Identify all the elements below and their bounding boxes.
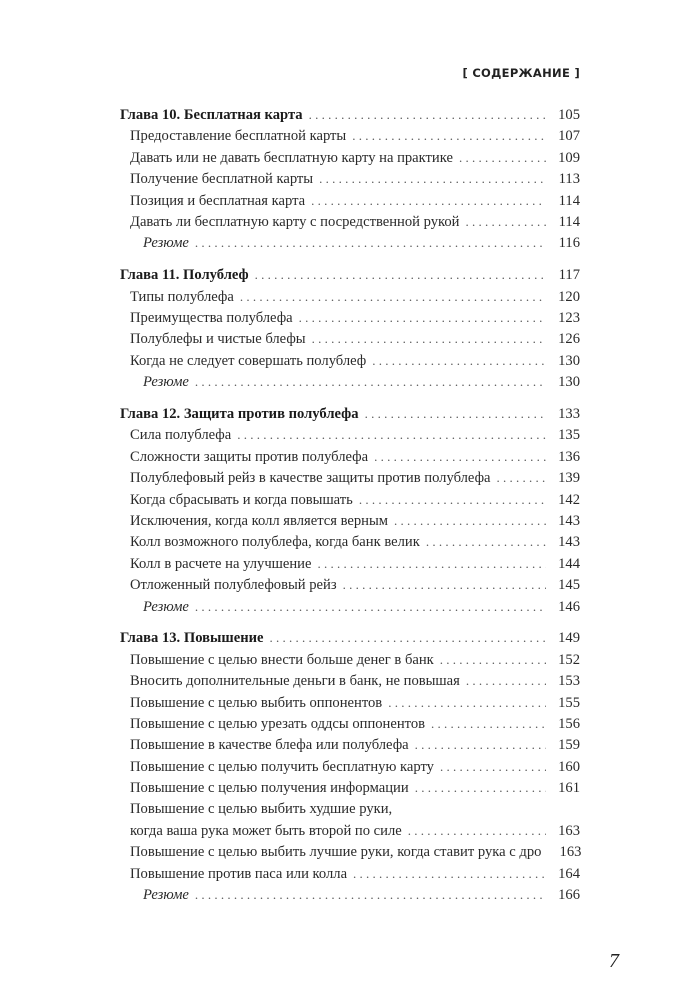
chapter-section [120, 627, 580, 905]
entry-title: Глава 13. Повышение [120, 630, 264, 647]
toc-entry[interactable] [120, 692, 580, 713]
toc-entry[interactable] [120, 799, 580, 842]
toc-entry[interactable] [120, 553, 580, 574]
entry-title: Когда сбрасывать и когда повышать [130, 491, 353, 508]
dot-leader [459, 147, 546, 168]
toc-entry[interactable] [120, 756, 580, 777]
toc-entry[interactable] [120, 713, 580, 734]
entry-title: Колл в расчете на улучшение [130, 555, 312, 572]
toc-entry[interactable] [120, 863, 580, 884]
dot-leader [309, 104, 546, 125]
entry-page: 114 [558, 192, 580, 209]
entry-title: Повышение в качестве блефа или полублефа [130, 737, 409, 754]
entry-title: Сложности защиты против полублефа [130, 448, 369, 465]
entry-page: 164 [558, 865, 580, 882]
dot-leader [408, 820, 546, 841]
entry-title: Предоставление бесплатной карты [130, 128, 347, 145]
dot-leader [431, 713, 546, 734]
table-of-contents [120, 104, 580, 916]
chapter-entry[interactable] [120, 403, 580, 424]
entry-page: 166 [558, 887, 580, 904]
entry-title: Повышение с целью выбить оппонентов [130, 694, 383, 711]
entry-page: 144 [558, 555, 580, 572]
entry-title: Полублефовый рейз в качестве защиты против полублефа [130, 470, 491, 487]
entry-title: Повышение с целью выбить лучшие руки, когда ставит рука с дро [130, 844, 542, 861]
entry-page: 161 [558, 780, 580, 797]
toc-entry[interactable] [120, 147, 580, 168]
entry-title: Глава 10. Бесплатная карта [120, 107, 303, 123]
dot-leader [270, 627, 547, 648]
entry-page: 109 [558, 149, 580, 166]
toc-entry[interactable] [120, 574, 580, 595]
dot-leader [353, 863, 546, 884]
entry-title: Получение бесплатной карты [130, 171, 314, 188]
summary-entry[interactable] [120, 371, 580, 392]
entry-page: 126 [558, 331, 580, 348]
entry-title: Отложенный полублефовый рейз [130, 577, 337, 594]
entry-page: 163 [558, 823, 580, 839]
entry-page: 123 [558, 310, 580, 327]
entry-page: 153 [558, 673, 580, 690]
toc-entry[interactable] [120, 424, 580, 445]
entry-title-line2: когда ваша рука может быть второй по силе [130, 823, 402, 839]
dot-leader [388, 692, 546, 713]
entry-title: Полублефы и чистые блефы [130, 331, 306, 348]
entry-page: 143 [558, 513, 580, 530]
entry-page: 145 [558, 577, 580, 594]
summary-entry[interactable] [120, 884, 580, 905]
dot-leader [374, 446, 546, 467]
chapter-entry[interactable] [120, 104, 580, 125]
page-number: 7 [609, 950, 619, 972]
entry-page: 142 [558, 491, 580, 508]
entry-page: 113 [558, 171, 580, 188]
chapter-entry[interactable] [120, 627, 580, 648]
dot-leader [394, 510, 546, 531]
toc-entry[interactable] [120, 350, 580, 371]
toc-entry[interactable] [120, 328, 580, 349]
toc-entry[interactable] [120, 168, 580, 189]
running-header: [ СОДЕРЖАНИЕ ] [462, 66, 580, 80]
toc-entry[interactable] [120, 777, 580, 798]
dot-leader [359, 489, 546, 510]
entry-page: 149 [558, 630, 580, 647]
toc-entry[interactable] [120, 670, 580, 691]
entry-page: 155 [558, 694, 580, 711]
summary-entry[interactable] [120, 232, 580, 253]
dot-leader [426, 531, 546, 552]
entry-title: Давать или не давать бесплатную карту на практике [130, 149, 453, 166]
entry-title: Резюме [143, 235, 189, 252]
dot-leader [312, 328, 546, 349]
entry-title: Давать ли бесплатную карту с посредственной рукой [130, 213, 460, 230]
dot-leader [195, 232, 546, 253]
entry-title: Глава 12. Защита против полублефа [120, 406, 359, 423]
entry-title: Типы полублефа [130, 288, 234, 305]
entry-page: 130 [558, 374, 580, 391]
dot-leader [465, 211, 546, 232]
entry-page: 159 [558, 737, 580, 754]
entry-title: Вносить дополнительные деньги в банк, не повышая [130, 673, 460, 690]
entry-title: Сила полублефа [130, 427, 232, 444]
entry-title: Повышение с целью получения информации [130, 780, 409, 797]
entry-page: 117 [558, 267, 580, 284]
dot-leader [440, 649, 546, 670]
dot-leader [195, 884, 546, 905]
entry-title: Исключения, когда колл является верным [130, 513, 389, 530]
dot-leader [372, 350, 546, 371]
toc-entry[interactable] [120, 467, 580, 488]
dot-leader [255, 264, 546, 285]
entry-title: Позиция и бесплатная карта [130, 192, 306, 209]
entry-page: 135 [558, 427, 580, 444]
entry-title: Повышение с целью получить бесплатную карту [130, 758, 434, 775]
dot-leader [466, 670, 546, 691]
entry-page: 139 [558, 470, 580, 487]
entry-page: 133 [558, 406, 580, 423]
entry-page: 107 [558, 128, 580, 145]
entry-page: 105 [558, 107, 580, 123]
toc-entry[interactable] [120, 510, 580, 531]
dot-leader [319, 168, 546, 189]
entry-title: Глава 11. Полублеф [120, 267, 249, 284]
entry-title: Резюме [143, 598, 189, 615]
dot-leader [240, 286, 546, 307]
entry-title: Повышение с целью внести больше денег в банк [130, 651, 434, 668]
entry-page: 160 [558, 758, 580, 775]
dot-leader [311, 190, 546, 211]
dot-leader [299, 307, 546, 328]
toc-entry[interactable] [120, 286, 580, 307]
summary-entry[interactable] [120, 596, 580, 617]
dot-leader [440, 756, 546, 777]
toc-entry[interactable] [120, 211, 580, 232]
entry-title: Резюме [143, 374, 189, 391]
entry-page: 146 [558, 598, 580, 615]
entry-page: 156 [558, 716, 580, 733]
dot-leader [497, 467, 547, 488]
dot-leader [365, 403, 546, 424]
entry-page: 163 [559, 844, 582, 861]
chapter-section [120, 264, 580, 392]
entry-page: 116 [558, 235, 580, 252]
entry-page: 152 [558, 651, 580, 668]
toc-entry[interactable] [120, 531, 580, 552]
entry-title: Повышение с целью урезать оддсы оппонентов [130, 716, 426, 733]
chapter-section [120, 104, 580, 254]
entry-title: Колл возможного полублефа, когда банк велик [130, 534, 420, 551]
toc-entry[interactable] [120, 307, 580, 328]
entry-title: Преимущества полублефа [130, 310, 293, 327]
dot-leader [352, 125, 546, 146]
chapter-entry[interactable] [120, 264, 580, 285]
toc-entry[interactable] [120, 734, 580, 755]
chapter-section [120, 403, 580, 617]
dot-leader [195, 596, 546, 617]
entry-page: 143 [558, 534, 580, 551]
dot-leader [195, 371, 546, 392]
entry-page: 120 [558, 288, 580, 305]
entry-title: Резюме [143, 887, 189, 904]
toc-entry[interactable] [120, 841, 580, 862]
dot-leader [317, 553, 546, 574]
entry-title: Повышение против паса или колла [130, 865, 348, 882]
toc-entry[interactable] [120, 489, 580, 510]
toc-entry[interactable] [120, 649, 580, 670]
entry-page: 130 [558, 352, 580, 369]
entry-page: 114 [558, 213, 580, 230]
toc-entry[interactable] [120, 125, 580, 146]
dot-leader [415, 777, 546, 798]
dot-leader [237, 424, 546, 445]
entry-title: Когда не следует совершать полублеф [130, 352, 367, 369]
entry-page: 136 [558, 448, 580, 465]
dot-leader [415, 734, 546, 755]
dot-leader [343, 574, 546, 595]
toc-entry[interactable] [120, 446, 580, 467]
toc-entry[interactable] [120, 190, 580, 211]
entry-title-line1: Повышение с целью выбить худшие руки, [130, 800, 393, 817]
